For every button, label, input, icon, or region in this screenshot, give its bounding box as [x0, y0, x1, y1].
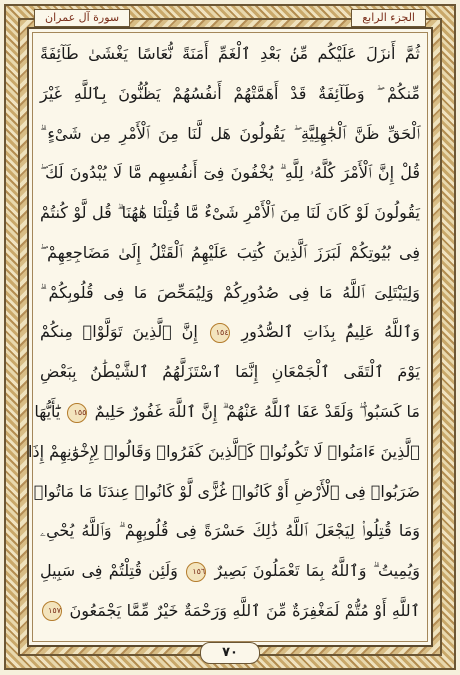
text-line	[33, 481, 420, 504]
page-number: ٧٠	[200, 642, 260, 664]
text-line	[40, 84, 420, 106]
line-text: ضَرَبُوا۟ فِى ٱلْأَرْضِ أَوْ كَانُوا۟ غُزًّى لَّوْ كَانُوا۟ عِندَنَا مَا مَاتُوا۟	[33, 481, 420, 501]
line-text: وَمَا قُتِلُوا۟ لِيَجْعَلَ ٱللَّهُ ذَٰلِكَ حَسْرَةً فِى قُلُوبِهِمْ ۗ وَٱللَّهُ يُحْىِۦ	[40, 521, 420, 541]
line-text: مَا كَسَبُوا۟ ۖ وَلَقَدْ عَفَا ٱللَّهُ عَنْهُمْ ۗ إِنَّ ٱللَّهَ غَفُورٌ حَلِيمٌ	[94, 402, 420, 422]
line-text: ٱلَّذِينَ ءَامَنُوا۟ لَا تَكُونُوا۟ كَٱلَّذِينَ كَفَرُوا۟ وَقَالُوا۟ لِإِخْوَٰنِهِمْ إِذَا	[28, 441, 420, 461]
line-text: فِى بُيُوتِكُمْ لَبَرَزَ ٱلَّذِينَ كُتِبَ عَلَيْهِمُ ٱلْقَتْلُ إِلَىٰ مَضَاجِعِهِمْ ۖ	[40, 242, 420, 262]
text-line	[40, 561, 420, 583]
verse-number-marker: ١٥٧	[42, 601, 62, 621]
surah-label: سورة آل عمران	[34, 9, 130, 27]
juz-label: الجزء الرابع	[351, 9, 426, 27]
page-footer	[0, 642, 460, 664]
text-line	[40, 521, 420, 543]
text-line	[40, 124, 420, 146]
line-text: وَيُمِيتُ ۗ وَٱللَّهُ بِمَا تَعْمَلُونَ بَصِيرٌ	[214, 561, 420, 581]
line-text: مِّنكُمْ ۖ وَطَآئِفَةٌ قَدْ أَهَمَّتْهُمْ أَنفُسُهُمْ يَظُنُّونَ بِٱللَّهِ غَيْرَ	[40, 83, 420, 103]
line-text: قُلْ إِنَّ ٱلْأَمْرَ كُلَّهُۥ لِلَّهِ ۗ يُخْفُونَ فِىٓ أَنفُسِهِم مَّا لَا يُبْدُونَ لَكَ ۖ	[40, 163, 420, 183]
text-line	[40, 283, 420, 305]
text-line	[40, 601, 420, 623]
line-text: وَٱللَّهُ عَلِيمٌۢ بِذَاتِ ٱلصُّدُورِ	[241, 322, 420, 342]
text-line	[40, 163, 420, 185]
line-text: يَقُولُونَ لَوْ كَانَ لَنَا مِنَ ٱلْأَمْرِ شَىْءٌ مَّا قُتِلْنَا هَٰهُنَا ۗ قُل لَّوْ كُنتُمْ	[40, 203, 420, 223]
verse-number-marker: ١٥٤	[210, 323, 230, 343]
line-text: وَلَئِن قُتِلْتُمْ فِى سَبِيلِ	[40, 561, 178, 581]
line-text: ٱلْحَقِّ ظَنَّ ٱلْجَٰهِلِيَّةِ ۖ يَقُولُونَ هَل لَّنَا مِنَ ٱلْأَمْرِ مِن شَىْءٍ ۗ	[40, 123, 420, 143]
text-line	[40, 44, 420, 66]
text-line	[40, 203, 420, 225]
text-line	[40, 322, 420, 344]
page-header	[34, 9, 426, 27]
line-text: ٱللَّهِ أَوْ مُتُّمْ لَمَغْفِرَةٌ مِّنَ ٱللَّهِ وَرَحْمَةٌ خَيْرٌ مِّمَّا يَجْمَعُونَ	[69, 600, 420, 620]
verse-number-marker: ١٥٥	[67, 403, 87, 423]
text-line	[40, 362, 420, 384]
text-line	[28, 441, 420, 464]
line-text: يَٰٓأَيُّهَا	[34, 402, 61, 422]
line-text: ثُمَّ أَنزَلَ عَلَيْكُم مِّنۢ بَعْدِ ٱلْغَمِّ أَمَنَةً نُّعَاسًا يَغْشَىٰ طَآئِفَةً	[40, 44, 420, 63]
line-text: يَوْمَ ٱلْتَقَى ٱلْجَمْعَانِ إِنَّمَا ٱسْتَزَلَّهُمُ ٱلشَّيْطَٰنُ بِبَعْضِ	[40, 362, 420, 382]
line-text: وَلِيَبْتَلِىَ ٱللَّهُ مَا فِى صُدُورِكُمْ وَلِيُمَحِّصَ مَا فِى قُلُوبِكُمْ ۗ	[40, 282, 420, 302]
quran-text	[28, 44, 420, 623]
verse-number-marker: ١٥٦	[186, 562, 206, 582]
line-text: إِنَّ ٱلَّذِينَ تَوَلَّوْا۟ مِنكُمْ	[40, 322, 198, 342]
text-line	[40, 243, 420, 265]
text-line	[34, 402, 420, 424]
